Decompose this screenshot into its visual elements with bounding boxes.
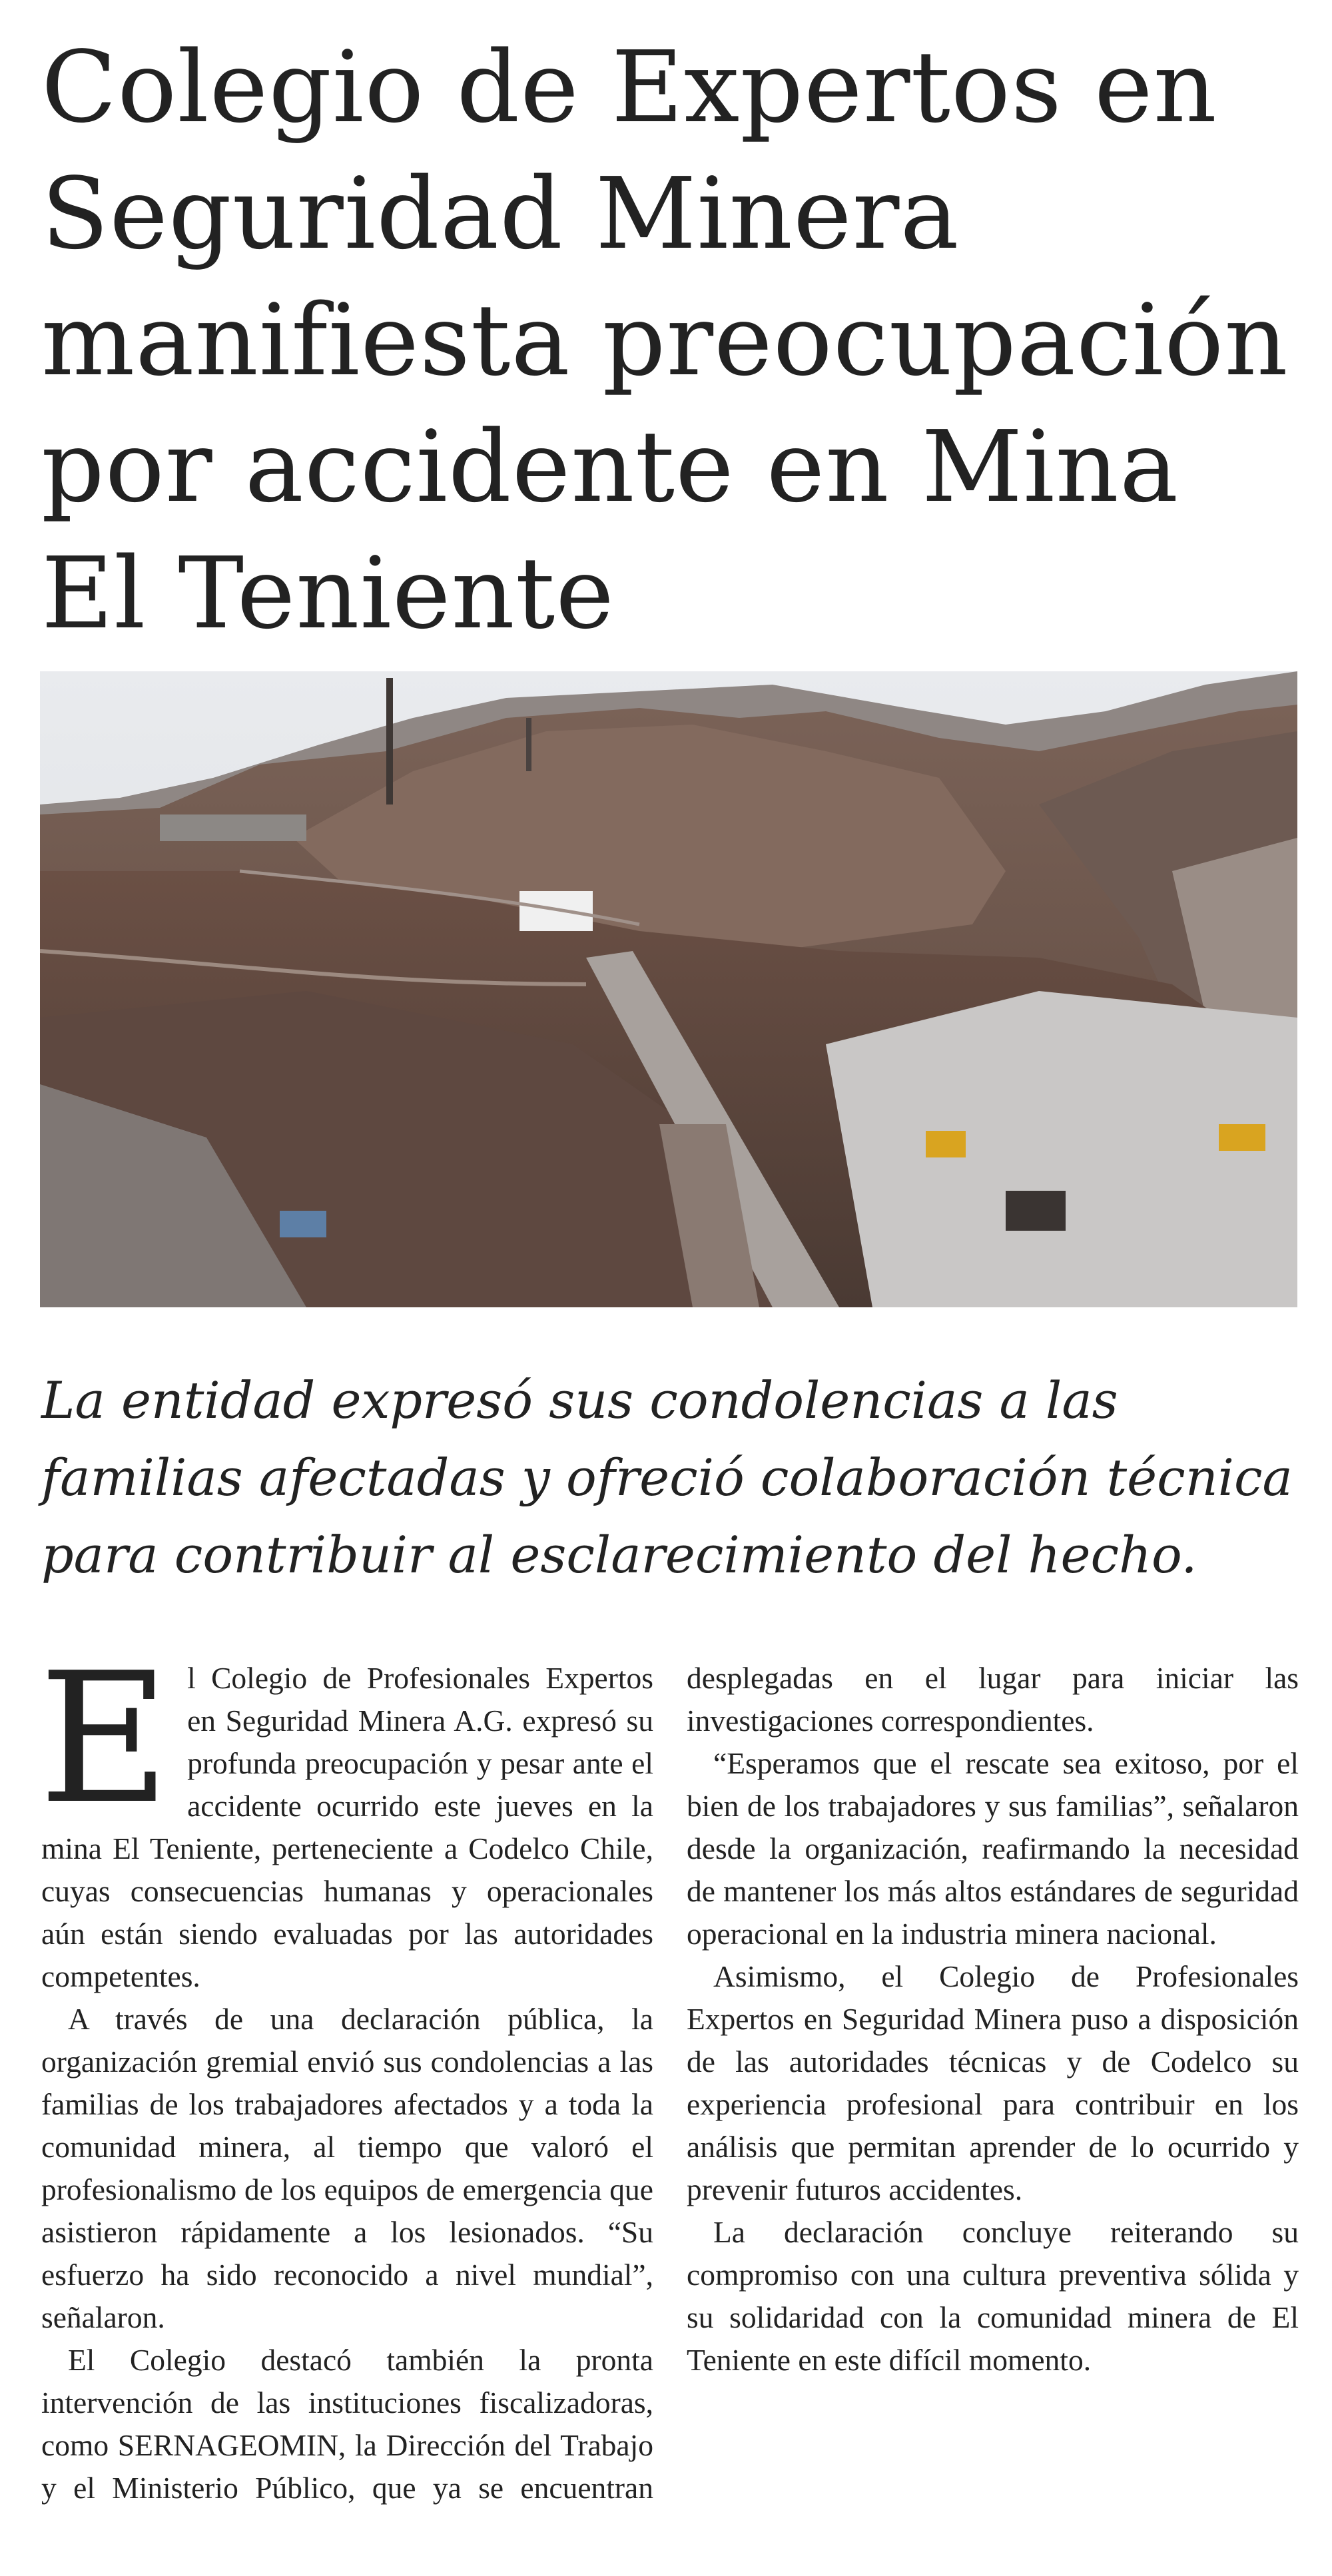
- headline: Colegio de Expertos en Seguridad Minera manifiesta preocupación por accidente en Mina El Teniente: [41, 30, 1289, 651]
- drop-cap: E: [39, 1634, 170, 1843]
- paragraph-2: A través de una declaración pública, la organización gremial envió sus condolencias a las familias de los trabajadores afectados y a toda la comunidad minera, al tiempo que valoró el profesionalismo de los equipos de emergencia que asistieron rápidamente a los lesionados. “Su esfuerzo ha sido reconocido a nivel mundial”, señalaron.: [41, 2002, 653, 2334]
- paragraph-4: “Esperamos que el rescate sea exitoso, por el bien de los trabajadores y sus familias”, señalaron desde la organización, reafirmando la necesidad de mantener los más altos estándares de seguridad operacional en la industria minera nacional.: [687, 1746, 1299, 1951]
- paragraph-1: [39, 1634, 653, 1998]
- paragraph-1-text: l Colegio de Profesionales Expertos en Seguridad Minera A.G. expresó su profunda preocupación y pesar ante el accidente ocurrido este jueves en la mina El Teniente, perteneciente a Codelco Chile, cuyas consecuencias humanas y operacionales aún están siendo evaluadas por las autoridades competentes.: [41, 1661, 653, 1993]
- paragraph-3: El Colegio destacó también la pronta intervención de las instituciones fiscalizadoras, como SERNAGEOMIN, la Dirección del Trabajo y el Ministerio Público, que ya se encuentran desplegadas en el lugar para iniciar las investigaciones correspondientes.: [41, 1661, 1299, 2505]
- paragraph-6: La declaración concluye reiterando su compromiso con una cultura preventiva sólida y su solidaridad con la comunidad minera de El Teniente en este difícil momento.: [687, 2215, 1299, 2377]
- article-body: [39, 1634, 1299, 2556]
- mine-landscape-illustration: [40, 671, 1297, 1307]
- mine-photo: [40, 671, 1297, 1307]
- paragraph-5: Asimismo, el Colegio de Profesionales Expertos en Seguridad Minera puso a disposición de las autoridades técnicas y de Codelco su experiencia profesional para contribuir en los análisis que permitan aprender de lo ocurrido y prevenir futuros accidentes.: [687, 1959, 1299, 2206]
- subheadline: La entidad expresó sus condolencias a las familias afectadas y ofreció colaboración técnica para contribuir al esclarecimiento del hecho.: [41, 1371, 1293, 1584]
